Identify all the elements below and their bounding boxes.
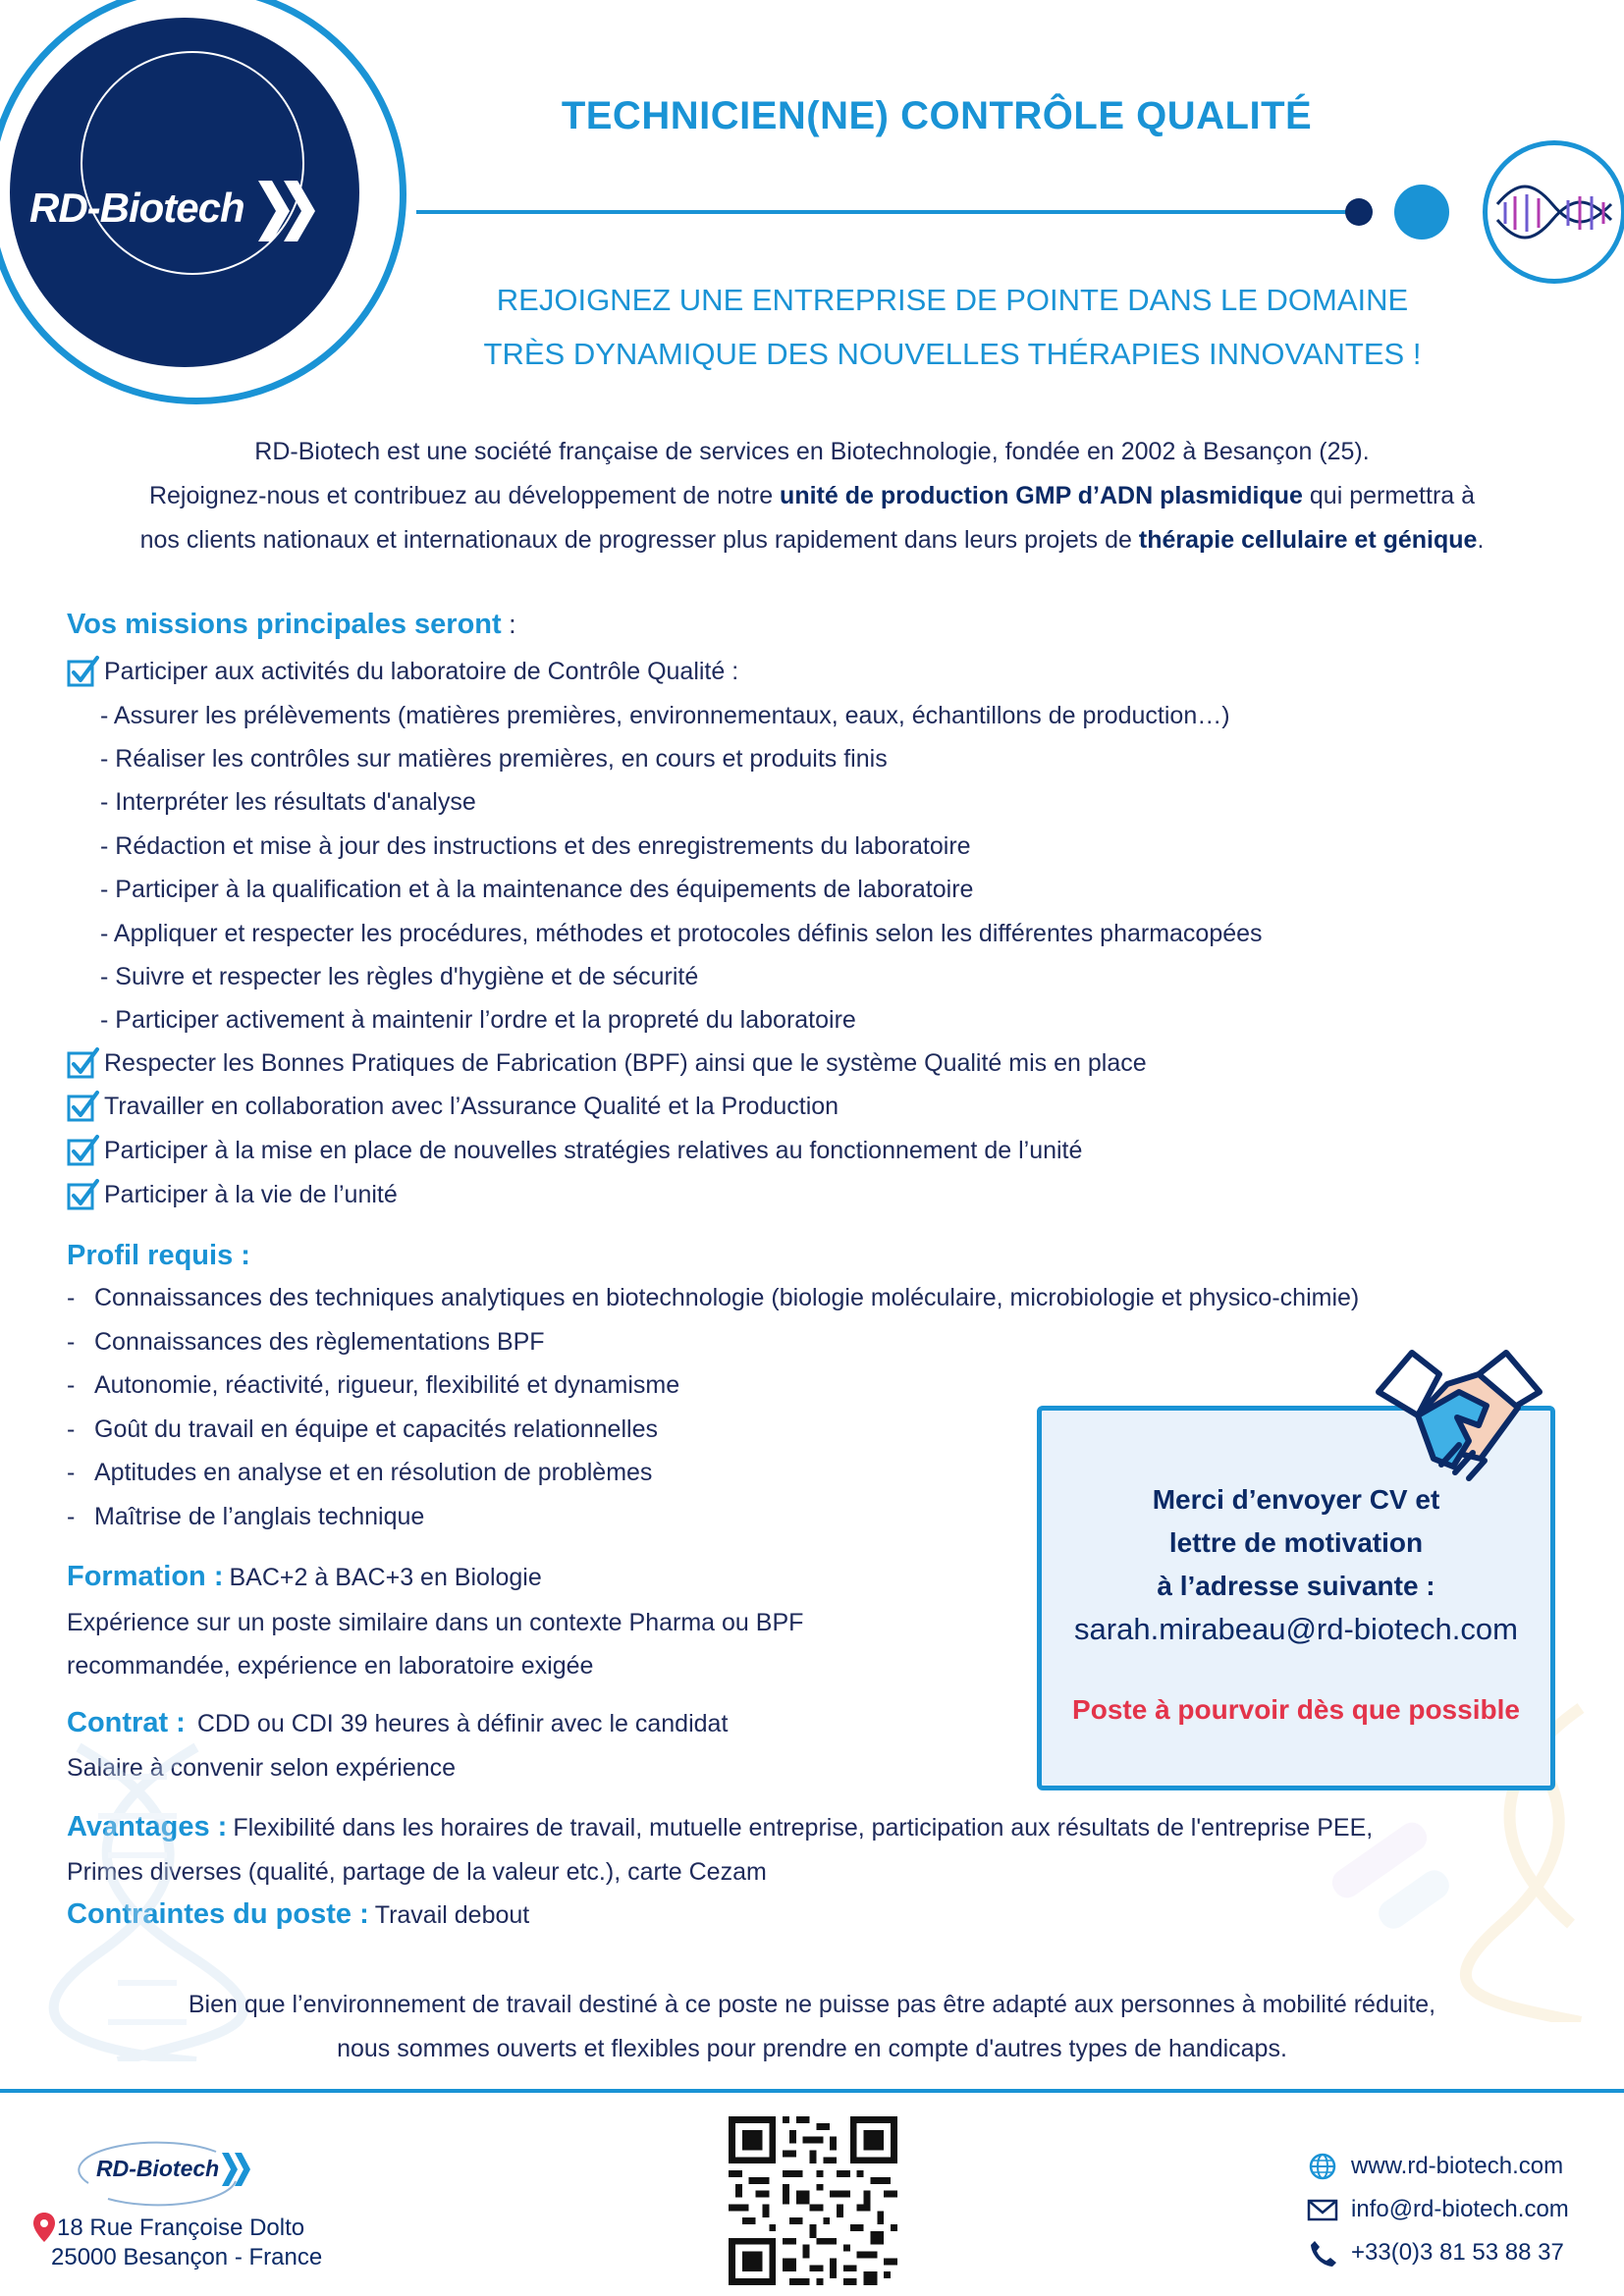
contract-line: Contrat : CDD ou CDI 39 heures à définir avec le candidat [67,1707,729,1738]
checkbox-checked-icon [67,1178,100,1211]
accessibility-statement: Bien que l’environnement de travail destiné à ce poste ne puisse pas être adapté aux personnes à mobilité réduite, [188,1991,1436,2018]
benefits-line: Avantages : Flexibilité dans les horaires de travail, mutuelle entreprise, participation aux résultats de l'entreprise PEE, [67,1811,1374,1842]
mission-sub-item: - Réaliser les contrôles sur matières premières, en cours et produits finis [100,745,888,773]
contract-detail: Salaire à convenir selon expérience [67,1754,457,1782]
decor-dot-big [1394,185,1449,240]
dna-icon [1488,145,1621,279]
footer-divider [0,2089,1624,2093]
checkbox-checked-icon [67,1046,100,1080]
envelope-icon [1306,2195,1339,2224]
benefits-heading: Avantages : [67,1811,228,1842]
accessibility-statement: nous sommes ouverts et flexibles pour prendre en compte d'autres types de handicaps. [337,2035,1287,2062]
profile-item: - Autonomie, réactivité, rigueur, flexibilité et dynamisme [67,1371,680,1399]
profile-item: - Maîtrise de l’anglais technique [67,1503,425,1530]
contract-heading: Contrat : [67,1707,186,1738]
chevron-right-icon [222,2153,251,2186]
mission-item: Respecter les Bonnes Pratiques de Fabrication (BPF) ainsi que le système Qualité mis en place [67,1046,1147,1080]
footer-website[interactable]: www.rd-biotech.com [1306,2152,1563,2181]
mission-sub-item: - Interpréter les résultats d'analyse [100,788,476,816]
profile-heading: Profil requis : [67,1240,250,1271]
phone-icon [1306,2238,1339,2268]
mission-item: Travailler en collaboration avec l’Assurance Qualité et la Production [67,1090,839,1123]
mission-sub-item: - Participer à la qualification et à la maintenance des équipements de laboratoire [100,876,974,903]
mission-item: Participer aux activités du laboratoire de Contrôle Qualité : [67,655,738,688]
profile-item: - Connaissances des techniques analytiques en biotechnologie (biologie moléculaire, microbiologie et physico-chimie) [67,1284,1360,1311]
constraints-heading: Contraintes du poste : [67,1898,369,1930]
job-title: TECHNICIEN(NE) CONTRÔLE QUALITÉ [561,94,1313,137]
mission-sub-item: - Rédaction et mise à jour des instructions et des enregistrements du laboratoire [100,832,971,860]
intro-line-2: Rejoignez-nous et contribuez au développement de notre unité de production GMP d’ADN plasmidique qui permettra à [148,482,1476,509]
globe-icon [1306,2152,1339,2181]
mission-sub-item: - Assurer les prélèvements (matières premières, environnementaux, eaux, échantillons de production…) [100,702,1230,729]
formation-detail: Expérience sur un poste similaire dans un contexte Pharma ou BPF [67,1609,804,1636]
constraints-line: Contraintes du poste : Travail debout [67,1898,530,1930]
footer-logo-text: RD-Biotech [96,2156,220,2181]
intro-line-1: RD-Biotech est une société française de services en Biotechnologie, fondée en 2002 à Besançon (25). [254,438,1370,465]
mission-item: Participer à la vie de l’unité [67,1178,398,1211]
missions-heading: Vos missions principales seront : [67,609,516,640]
dna-badge [1483,140,1624,284]
map-pin-icon [33,2213,55,2242]
benefits-detail: Primes diverses (qualité, partage de la valeur etc.), carte Cezam [67,1858,767,1886]
checkbox-checked-icon [67,1090,100,1123]
checkbox-checked-icon [67,655,100,688]
handshake-icon [1361,1335,1557,1502]
mission-sub-item: - Participer activement à maintenir l’ordre et la propreté du laboratoire [100,1006,856,1034]
contact-box-line: à l’adresse suivante : [1157,1571,1435,1601]
contact-box-line: lettre de motivation [1168,1527,1424,1558]
profile-item: - Connaissances des règlementations BPF [67,1328,545,1356]
mission-item: Participer à la mise en place de nouvelles stratégies relatives au fonctionnement de l’unité [67,1134,1082,1167]
decor-dot-small [1345,198,1373,226]
footer-phone[interactable]: +33(0)3 81 53 88 37 [1306,2238,1564,2268]
tagline-line-1: REJOIGNEZ UNE ENTREPRISE DE POINTE DANS LE DOMAINE [496,283,1409,317]
profile-item: - Goût du travail en équipe et capacités relationnelles [67,1415,658,1443]
qr-code-icon[interactable] [729,2116,897,2285]
contact-box-line: Merci d’envoyer CV et [1152,1484,1440,1515]
intro-line-3: nos clients nationaux et internationaux de progresser plus rapidement dans leurs projets de thérapie cellulaire et génique. [139,526,1485,554]
formation-line: Formation : BAC+2 à BAC+3 en Biologie [67,1561,542,1592]
urgent-notice: Poste à pourvoir dès que possible [1072,1694,1520,1725]
formation-heading: Formation : [67,1561,224,1592]
mission-sub-item: - Suivre et respecter les règles d'hygiène et de sécurité [100,963,699,990]
application-email-link[interactable]: sarah.mirabeau@rd-biotech.com [1074,1612,1518,1646]
formation-detail: recommandée, expérience en laboratoire exigée [67,1652,594,1680]
footer-address-line: 25000 Besançon - France [51,2244,323,2270]
chevron-right-icon [258,181,317,241]
mission-sub-item: - Appliquer et respecter les procédures, méthodes et protocoles définis selon les différentes pharmacopées [100,920,1263,947]
company-logo-text: RD-Biotech [29,185,244,231]
header-divider [416,210,1359,214]
profile-item: - Aptitudes en analyse et en résolution de problèmes [67,1459,653,1486]
footer-address-line: 18 Rue Françoise Dolto [57,2215,305,2241]
checkbox-checked-icon [67,1134,100,1167]
footer-email[interactable]: info@rd-biotech.com [1306,2195,1569,2224]
tagline-line-2: TRÈS DYNAMIQUE DES NOUVELLES THÉRAPIES INNOVANTES ! [483,337,1422,371]
